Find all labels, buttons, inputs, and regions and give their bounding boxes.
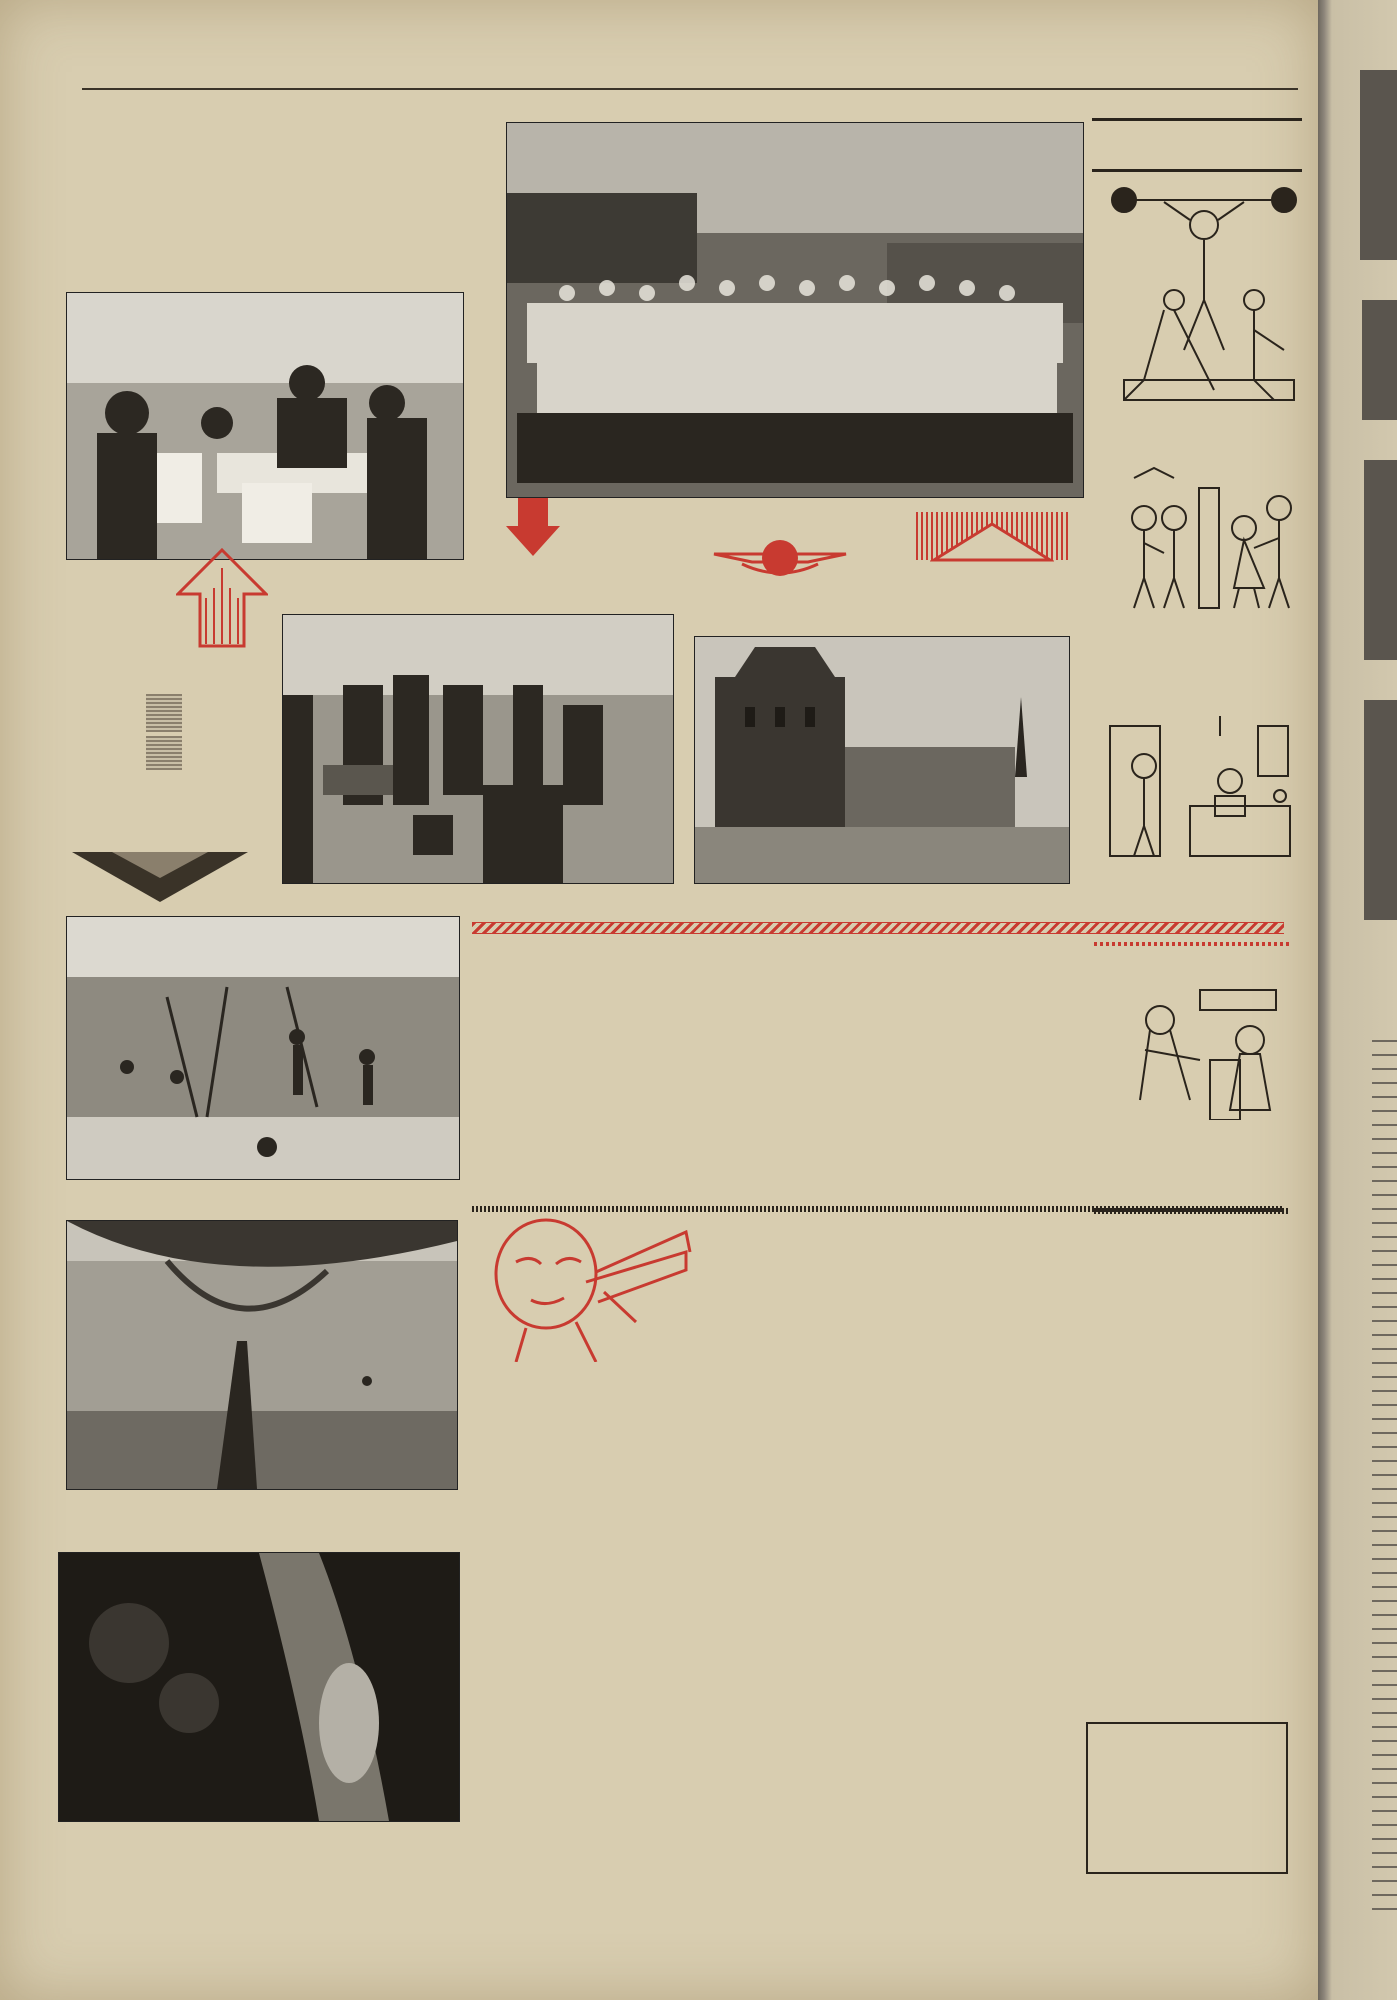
next-page-edge bbox=[1318, 0, 1397, 2000]
red-arrow-up-outline bbox=[930, 520, 1054, 562]
red-arrow-up bbox=[176, 548, 268, 648]
photo-olsztyn bbox=[694, 636, 1070, 884]
dark-arrow-down bbox=[72, 852, 248, 904]
photo-group bbox=[506, 122, 1084, 498]
photo-luggage bbox=[282, 614, 674, 884]
edge-text-lines bbox=[1372, 1040, 1397, 1920]
photo-table bbox=[66, 292, 464, 560]
header-rule bbox=[82, 88, 1298, 90]
grey-block-2 bbox=[146, 736, 182, 770]
article-red-top-border bbox=[472, 922, 1284, 934]
photo-campfire bbox=[58, 1552, 460, 1822]
thinking-head-icon bbox=[486, 1212, 694, 1362]
cartoon-buttons bbox=[1104, 458, 1300, 618]
humor-header-box bbox=[1092, 118, 1302, 172]
humor-red-rule bbox=[1094, 942, 1290, 946]
cartoon-weightlifter bbox=[1104, 180, 1300, 420]
red-arrow-down-small bbox=[504, 498, 562, 558]
cartoon-doctor bbox=[1100, 706, 1298, 876]
cartoon-train bbox=[1100, 970, 1298, 1120]
photo-beach bbox=[66, 916, 460, 1180]
red-wing-ornament bbox=[712, 534, 848, 582]
grey-block-1 bbox=[146, 694, 182, 732]
photo-tree-lake bbox=[66, 1220, 458, 1490]
imprint-box bbox=[1086, 1722, 1288, 1874]
